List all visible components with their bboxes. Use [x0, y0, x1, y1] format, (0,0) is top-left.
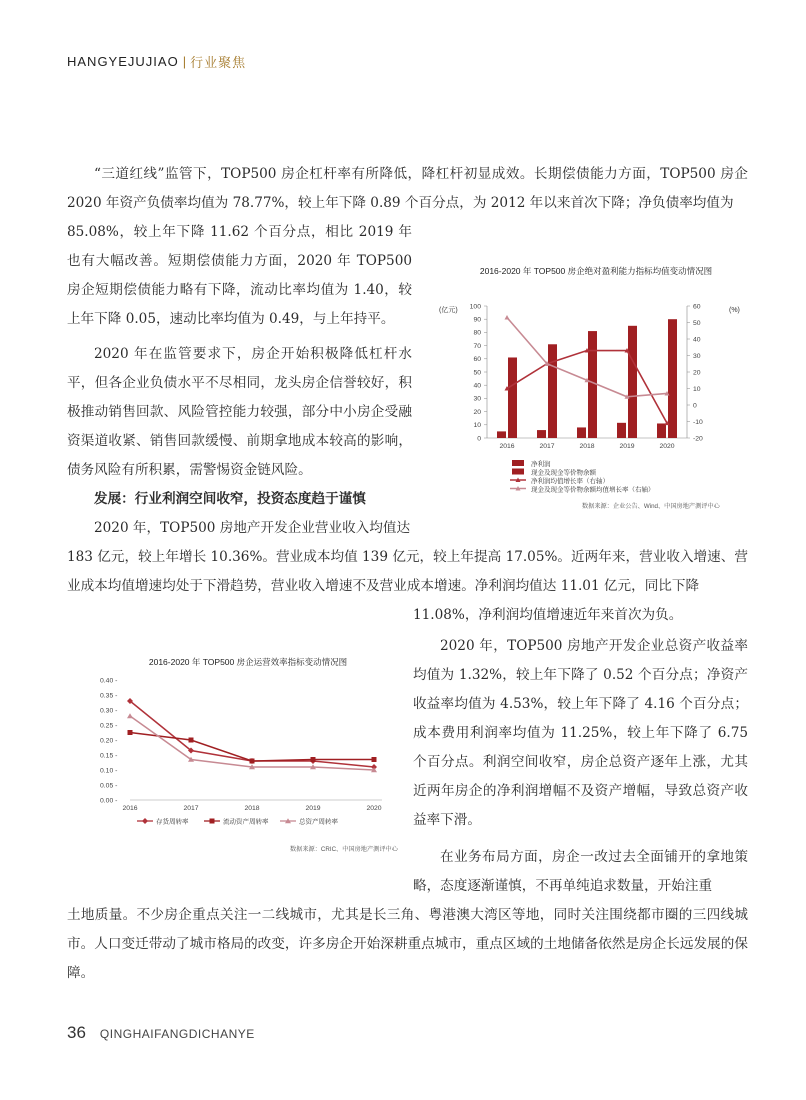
right-tick-label: 0 — [693, 402, 697, 410]
series-point — [311, 757, 316, 762]
x-tick-label: 2019 — [619, 443, 635, 450]
series-point — [210, 819, 215, 824]
series-line-2 — [507, 318, 667, 397]
y-tick-label: 0.25 - — [100, 722, 118, 730]
chart-source: 数据来源：CRIC、中国房地产测评中心 — [290, 846, 398, 853]
right-tick-label: 20 — [693, 369, 701, 377]
y-tick-label: 0.30 - — [100, 707, 118, 715]
legend-label: 流动资产周转率 — [223, 818, 269, 826]
page-footer — [67, 1023, 255, 1043]
right-tick-label: -10 — [693, 418, 703, 426]
x-tick-label: 2017 — [539, 443, 555, 450]
paragraph-revenue: 183 亿元，较上年增长 10.36%。营业成本均值 139 亿元，较上年提高 17.05%。近两年来，营业收入增速、营业成本均值增速均处于下滑趋势，营业收入增速不及营业成本增速。净利润均值达 11.01 亿元，同比下降 — [67, 549, 748, 594]
bar-net-profit — [537, 430, 546, 438]
paragraph-revenue-end: 11.08%，净利润均值增速近年来首次为负。 — [413, 607, 683, 623]
legend-label: 现金及现金等价物余额均值增长率（右轴） — [531, 486, 655, 494]
x-tick-label: 2019 — [305, 805, 321, 812]
y-tick-label: 0.15 - — [100, 752, 118, 760]
left-tick-label: 90 — [473, 316, 481, 324]
right-tick-label: 60 — [693, 303, 701, 311]
section-name-en: HANGYEJUJIAO — [67, 54, 179, 69]
bar-net-profit — [577, 427, 586, 438]
turnover-chart — [92, 646, 404, 866]
y-tick-label: 0.20 - — [100, 737, 118, 745]
x-tick-label: 2016 — [122, 805, 138, 812]
legend-label: 净利润 — [531, 461, 551, 468]
header-separator: | — [182, 54, 187, 69]
left-tick-label: 20 — [473, 408, 481, 416]
page-number: 36 — [67, 1023, 86, 1042]
series-line-2 — [130, 733, 374, 762]
paragraph-leverage-continued: 85.08%，较上年下降 11.62 个百分点，相比 2019 年也有大幅改善。短期偿债能力方面，2020 年 TOP500 房企短期偿债能力略有下降，流动比率均值为 1.40，较上年下降 0.05，速动比率均值为 0.49，与上年持平。 — [67, 224, 412, 327]
right-tick-label: 40 — [693, 336, 701, 344]
series-point — [127, 713, 133, 718]
right-tick-label: -20 — [693, 435, 703, 443]
right-axis-unit: (%) — [729, 307, 740, 314]
bar-cash-balance — [628, 326, 637, 438]
x-tick-label: 2017 — [183, 805, 199, 812]
y-tick-label: 0.40 - — [100, 677, 118, 685]
magazine-name: QINGHAIFANGDICHANYE — [99, 1027, 255, 1041]
left-tick-label: 0 — [477, 435, 481, 443]
left-tick-label: 80 — [473, 329, 481, 337]
bar-net-profit — [497, 431, 506, 438]
paragraph-revenue-start: 2020 年，TOP500 房地产开发企业营业收入均值达 — [94, 520, 411, 536]
x-tick-label: 2016 — [499, 443, 515, 450]
left-tick-label: 40 — [473, 382, 481, 390]
section-name-cn: 行业聚焦 — [190, 56, 247, 71]
y-tick-label: 0.05 - — [100, 782, 118, 790]
series-point — [372, 757, 377, 762]
series-point — [189, 738, 194, 743]
x-tick-label: 2018 — [579, 443, 595, 450]
paragraph-land-strategy: 在业务布局方面，房企一改过去全面铺开的拿地策略，态度逐渐谨慎，不再单纯追求数量，开始注重 — [413, 849, 748, 894]
legend-label: 存货周转率 — [156, 818, 189, 826]
legend-label: 现金及现金等价物余额 — [531, 469, 596, 477]
left-axis-unit: (亿元) — [439, 307, 458, 314]
left-tick-label: 70 — [473, 342, 481, 350]
paragraph-regulation: 2020 年在监管要求下，房企开始积极降低杠杆水平，但各企业负债水平不尽相同，龙头房企信誉较好，积极推动销售回款、风险管控能力较强，部分中小房企受融资渠道收紧、销售回款缓慢、前期拿地成本较高的影响，债务风险有所积累，需警惕资金链风险。 — [67, 346, 412, 478]
legend-swatch — [512, 460, 524, 466]
bar-net-profit — [657, 423, 666, 438]
x-tick-label: 2018 — [244, 805, 260, 812]
chart-title: 2016-2020 年 TOP500 房企运营效率指标变动情况图 — [148, 657, 348, 667]
bar-cash-balance — [508, 357, 517, 438]
series-line-1 — [130, 701, 374, 767]
right-tick-label: 50 — [693, 319, 701, 327]
chart-title: 2016-2020 年 TOP500 房企绝对盈利能力指标均值变动情况图 — [479, 266, 713, 276]
series-line-1 — [507, 351, 667, 424]
paragraph-leverage-intro: “三道红线”监管下，TOP500 房企杠杆率有所降低，降杠杆初显成效。长期偿债能力方面，TOP500 房企 2020 年资产负债率均值为 78.77%，较上年下降 0.89 个百分点，为 2012 年以来首次下降；净负债率均值为 — [67, 166, 748, 211]
legend-label: 净利润均值增长率（右轴） — [531, 478, 609, 485]
series-point — [128, 730, 133, 735]
y-tick-label: 0.00 - — [100, 797, 118, 805]
left-tick-label: 50 — [473, 369, 481, 377]
paragraph-roa: 2020 年，TOP500 房地产开发企业总资产收益率均值为 1.32%，较上年下降了 0.52 个百分点；净资产收益率均值为 4.53%，较上年下降了 4.16 个百分点；成本费用利润率均值为 11.25%，较上年下降了 6.75 个百分点。利润空间收窄，房企总资产逐年上涨，尤其近两年房企的净利润增幅不及资产增幅，导致总资产收益率下滑。 — [413, 638, 748, 828]
left-tick-label: 30 — [473, 395, 481, 403]
bar-cash-balance — [668, 319, 677, 438]
profit-chart — [437, 258, 755, 524]
y-tick-label: 0.35 - — [100, 692, 118, 700]
series-point — [505, 315, 510, 320]
page-header — [67, 52, 246, 71]
left-tick-label: 60 — [473, 356, 481, 364]
legend-swatch — [512, 469, 524, 475]
series-point — [250, 759, 255, 764]
bar-net-profit — [617, 423, 626, 438]
right-tick-label: 30 — [693, 352, 701, 360]
section-heading: 发展：行业利润空间收窄，投资态度趋于谨慎 — [94, 491, 366, 507]
series-point — [142, 818, 148, 824]
chart-source: 数据来源：企业公告、Wind、中国房地产测评中心 — [582, 503, 720, 510]
y-tick-label: 0.10 - — [100, 767, 118, 775]
right-tick-label: 10 — [693, 385, 701, 393]
left-tick-label: 100 — [469, 303, 481, 311]
legend-label: 总资产周转率 — [299, 818, 338, 826]
paragraph-land-quality: 土地质量。不少房企重点关注一二线城市，尤其是长三角、粤港澳大湾区等地，同时关注围绕都市圈的三四线城市。人口变迁带动了城市格局的改变，许多房企开始深耕重点城市，重点区域的土地储备依然是房企长远发展的保障。 — [67, 907, 748, 981]
left-tick-label: 10 — [473, 422, 481, 430]
bar-cash-balance — [548, 344, 557, 438]
x-tick-label: 2020 — [366, 805, 382, 812]
x-tick-label: 2020 — [659, 443, 675, 450]
